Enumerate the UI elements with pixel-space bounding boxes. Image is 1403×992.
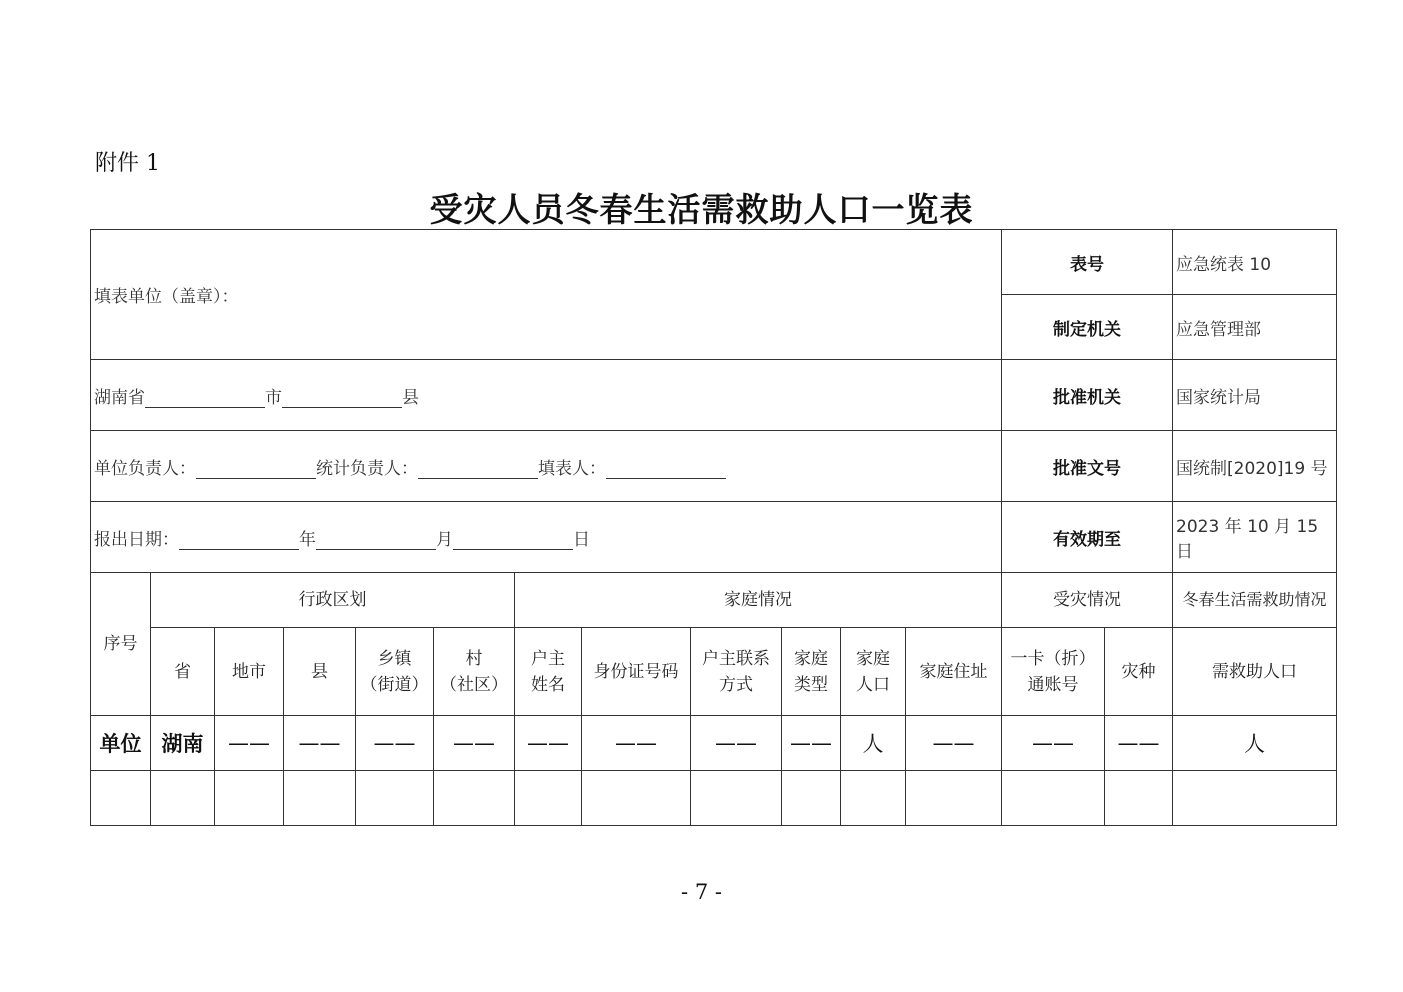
city-suffix: 市 bbox=[265, 387, 282, 408]
signatures-cell bbox=[91, 431, 1002, 502]
group-header-row bbox=[91, 573, 1337, 628]
city-blank[interactable] bbox=[145, 389, 265, 408]
year-label: 年 bbox=[299, 529, 316, 550]
column-header: 地市 bbox=[215, 628, 284, 716]
unit-cell: 单位 bbox=[91, 716, 151, 771]
column-header: 村 （社区） bbox=[434, 628, 515, 716]
data-cell[interactable] bbox=[151, 771, 215, 826]
empty-data-row bbox=[91, 771, 1337, 826]
data-cell[interactable] bbox=[782, 771, 841, 826]
data-cell[interactable] bbox=[515, 771, 582, 826]
unit-cell: 人 bbox=[1173, 716, 1337, 771]
column-header: 一卡（折） 通账号 bbox=[1002, 628, 1105, 716]
page-number: - 7 - bbox=[681, 880, 722, 904]
unit-cell: 人 bbox=[841, 716, 906, 771]
report-date-label: 报出日期： bbox=[94, 529, 179, 550]
unit-cell: —— bbox=[1002, 716, 1105, 771]
stat-leader-label: 统计负责人： bbox=[316, 458, 418, 479]
data-cell[interactable] bbox=[215, 771, 284, 826]
data-cell[interactable] bbox=[434, 771, 515, 826]
column-header: 省 bbox=[151, 628, 215, 716]
filler-label: 填表人： bbox=[538, 458, 606, 479]
column-header: 家庭 类型 bbox=[782, 628, 841, 716]
side-label: 批准文号 bbox=[1002, 431, 1173, 502]
month-blank[interactable] bbox=[316, 531, 436, 550]
unit-leader-blank[interactable] bbox=[196, 460, 316, 479]
side-value: 应急管理部 bbox=[1173, 295, 1337, 360]
attachment-label: 附件 1 bbox=[95, 151, 160, 176]
unit-cell: 湖南 bbox=[151, 716, 215, 771]
unit-cell: —— bbox=[782, 716, 841, 771]
column-header: 需救助人口 bbox=[1173, 628, 1337, 716]
column-header: 县 bbox=[284, 628, 356, 716]
disaster-group-header: 受灾情况 bbox=[1002, 573, 1173, 628]
report-date-cell bbox=[91, 502, 1002, 573]
region-cell bbox=[91, 360, 1002, 431]
unit-cell: —— bbox=[215, 716, 284, 771]
column-header: 灾种 bbox=[1105, 628, 1173, 716]
data-cell[interactable] bbox=[1002, 771, 1105, 826]
column-header: 乡镇 （街道） bbox=[356, 628, 434, 716]
column-header: 身份证号码 bbox=[582, 628, 691, 716]
column-header: 家庭 人口 bbox=[841, 628, 906, 716]
year-blank[interactable] bbox=[179, 531, 299, 550]
day-label: 日 bbox=[573, 529, 590, 550]
data-cell[interactable] bbox=[906, 771, 1002, 826]
side-label: 有效期至 bbox=[1002, 502, 1173, 573]
side-label: 表号 bbox=[1002, 230, 1173, 295]
side-label: 制定机关 bbox=[1002, 295, 1173, 360]
side-value: 应急统表 10 bbox=[1173, 230, 1337, 295]
admin-group-header: 行政区划 bbox=[151, 573, 515, 628]
column-header: 家庭住址 bbox=[906, 628, 1002, 716]
page-title: 受灾人员冬春生活需救助人口一览表 bbox=[429, 190, 974, 229]
meta-row-4 bbox=[91, 431, 1337, 502]
side-value: 2023 年 10 月 15 日 bbox=[1173, 502, 1337, 573]
unit-cell: —— bbox=[1105, 716, 1173, 771]
data-cell[interactable] bbox=[691, 771, 782, 826]
county-suffix: 县 bbox=[402, 387, 419, 408]
side-value: 国家统计局 bbox=[1173, 360, 1337, 431]
meta-row-5 bbox=[91, 502, 1337, 573]
unit-leader-label: 单位负责人： bbox=[94, 458, 196, 479]
unit-cell: —— bbox=[906, 716, 1002, 771]
data-cell[interactable] bbox=[841, 771, 906, 826]
month-label: 月 bbox=[436, 529, 453, 550]
relief-form-table bbox=[90, 229, 1337, 826]
stat-leader-blank[interactable] bbox=[418, 460, 538, 479]
fill-unit-label: 填表单位（盖章）： bbox=[94, 287, 239, 307]
unit-row bbox=[91, 716, 1337, 771]
fill-unit-cell bbox=[91, 230, 1002, 360]
column-header: 户主联系 方式 bbox=[691, 628, 782, 716]
day-blank[interactable] bbox=[453, 531, 573, 550]
meta-row-1 bbox=[91, 230, 1337, 295]
data-cell[interactable] bbox=[582, 771, 691, 826]
side-label: 批准机关 bbox=[1002, 360, 1173, 431]
seq-header: 序号 bbox=[91, 573, 151, 716]
column-header: 户主 姓名 bbox=[515, 628, 582, 716]
unit-cell: —— bbox=[356, 716, 434, 771]
data-cell[interactable] bbox=[91, 771, 151, 826]
meta-row-3 bbox=[91, 360, 1337, 431]
unit-cell: —— bbox=[434, 716, 515, 771]
county-blank[interactable] bbox=[282, 389, 402, 408]
data-cell[interactable] bbox=[1105, 771, 1173, 826]
column-header-row bbox=[91, 628, 1337, 716]
unit-cell: —— bbox=[582, 716, 691, 771]
filler-blank[interactable] bbox=[606, 460, 726, 479]
relief-group-header: 冬春生活需救助情况 bbox=[1173, 573, 1337, 628]
data-cell[interactable] bbox=[356, 771, 434, 826]
data-cell[interactable] bbox=[284, 771, 356, 826]
unit-cell: —— bbox=[691, 716, 782, 771]
family-group-header: 家庭情况 bbox=[515, 573, 1002, 628]
unit-cell: —— bbox=[284, 716, 356, 771]
unit-cell: —— bbox=[515, 716, 582, 771]
side-value: 国统制[2020]19 号 bbox=[1173, 431, 1337, 502]
data-cell[interactable] bbox=[1173, 771, 1337, 826]
province-label: 湖南省 bbox=[94, 387, 145, 408]
